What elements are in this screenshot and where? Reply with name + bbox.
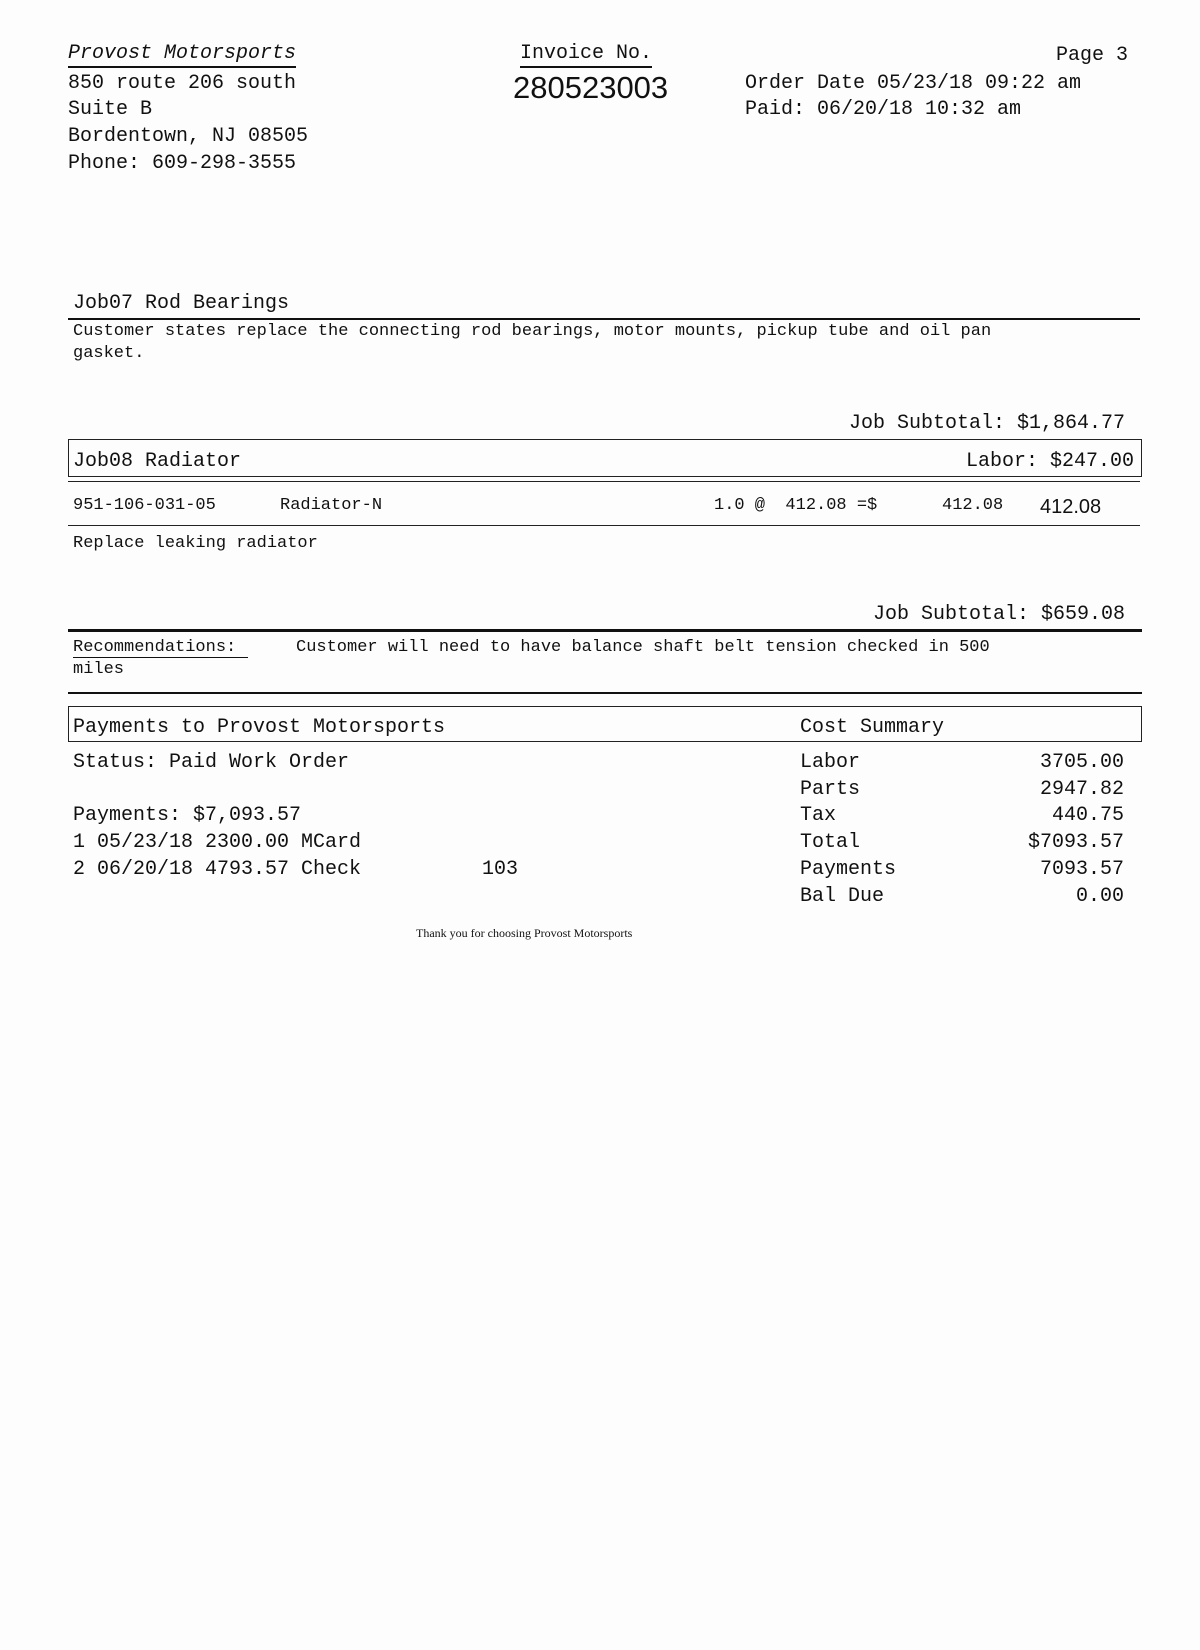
job08-note: Replace leaking radiator — [73, 534, 318, 553]
cost-summary-bal-due-label: Bal Due — [800, 885, 885, 908]
cost-summary-payments-label: Payments — [800, 858, 897, 881]
recommendations-bottom-rule — [68, 692, 1142, 694]
job08-qty-price: 1.0 @ 412.08 =$ — [714, 496, 878, 515]
recommendations-label: Recommendations: — [73, 638, 248, 658]
cost-summary-tax-label: Tax — [800, 804, 837, 827]
shop-name: Provost Motorsports — [68, 42, 296, 68]
payment-row-2-ref: 103 — [482, 858, 519, 881]
page-number: Page 3 — [1055, 44, 1128, 67]
job07-divider — [68, 318, 1140, 320]
invoice-label: Invoice No. — [520, 42, 652, 68]
job08-part-number: 951-106-031-05 — [73, 496, 216, 515]
job08-subtotal: Job Subtotal: $659.08 — [872, 603, 1125, 626]
payments-title: Payments to Provost Motorsports — [73, 716, 446, 739]
payments-total: Payments: $7,093.57 — [73, 804, 302, 827]
cost-summary-tax-value: 440.75 — [1051, 804, 1124, 827]
job07-description-line2: gasket. — [73, 344, 145, 363]
paid-date: Paid: 06/20/18 10:32 am — [745, 98, 1022, 121]
shop-address-line2: Suite B — [68, 98, 153, 121]
cost-summary-parts-label: Parts — [800, 778, 861, 801]
cost-summary-title: Cost Summary — [800, 716, 945, 739]
cost-summary-labor-value: 3705.00 — [1039, 751, 1124, 774]
job08-title: Job08 Radiator — [73, 450, 242, 473]
job08-part-name: Radiator-N — [280, 496, 383, 515]
job08-bottom-rule — [68, 629, 1142, 632]
cost-summary-total-label: Total — [800, 831, 861, 854]
shop-address-line1: 850 route 206 south — [68, 72, 297, 95]
cost-summary-labor-label: Labor — [800, 751, 861, 774]
order-date: Order Date 05/23/18 09:22 am — [745, 72, 1082, 95]
cost-summary-payments-value: 7093.57 — [1039, 858, 1124, 881]
job08-line-total: 412.08 — [1040, 496, 1102, 518]
payments-status: Status: Paid Work Order — [73, 751, 350, 774]
job08-header-underline — [68, 481, 1140, 482]
shop-city-line: Bordentown, NJ 08505 — [68, 125, 309, 148]
shop-phone: Phone: 609-298-3555 — [68, 152, 297, 175]
payment-row-2: 2 06/20/18 4793.57 Check — [73, 858, 362, 881]
recommendations-text-line1: Customer will need to have balance shaft belt tension checked in 500 — [296, 638, 990, 657]
job08-parts-divider — [68, 525, 1140, 526]
job08-labor: Labor: $247.00 — [965, 450, 1134, 473]
cost-summary-total-value: $7093.57 — [1027, 831, 1124, 854]
job08-ext-price: 412.08 — [942, 496, 1004, 515]
thank-you-note: Thank you for choosing Provost Motorsports — [416, 926, 633, 940]
payment-row-1: 1 05/23/18 2300.00 MCard — [73, 831, 362, 854]
job07-description-line1: Customer states replace the connecting rod bearings, motor mounts, pickup tube and oil pan — [73, 322, 992, 341]
recommendations-text-line2: miles — [73, 660, 125, 679]
cost-summary-bal-due-value: 0.00 — [1075, 885, 1124, 908]
cost-summary-parts-value: 2947.82 — [1039, 778, 1124, 801]
invoice-number: 280523003 — [513, 70, 669, 105]
job07-subtotal: Job Subtotal: $1,864.77 — [848, 412, 1125, 435]
job07-title: Job07 Rod Bearings — [73, 292, 290, 315]
